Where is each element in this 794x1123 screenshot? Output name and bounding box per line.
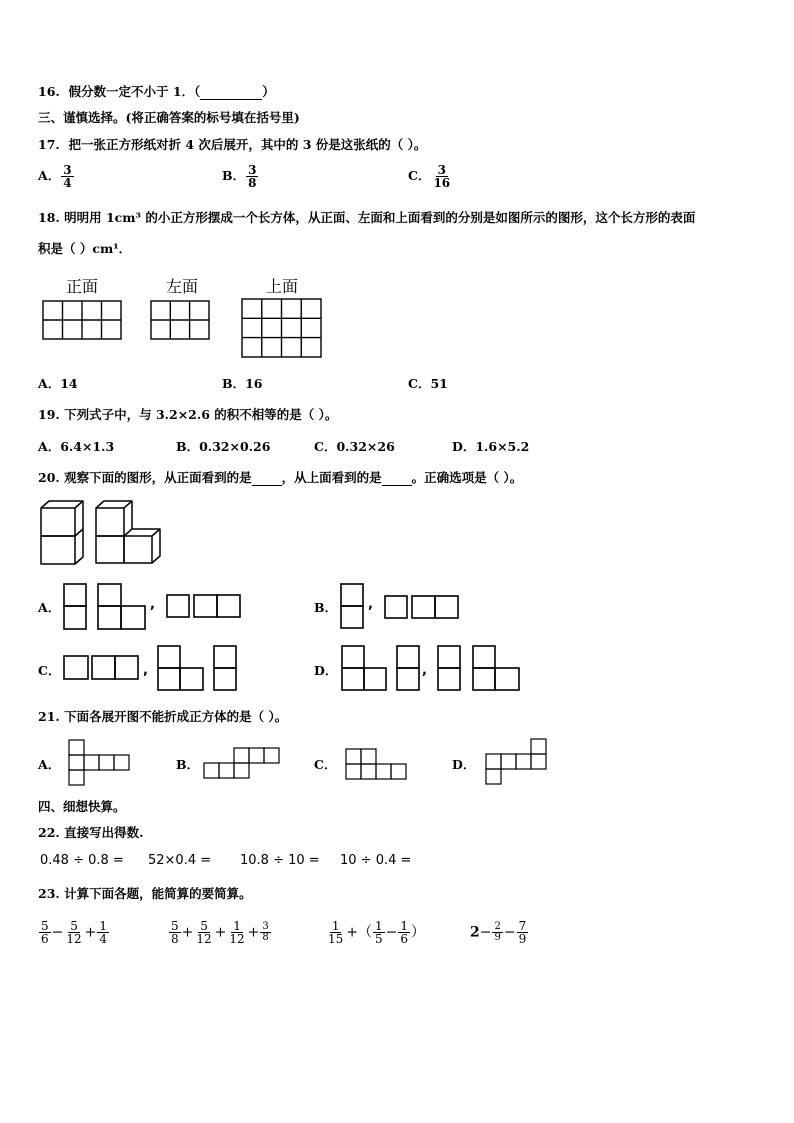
q22-item-1: 0.48 ÷ 0.8 = (40, 853, 124, 868)
q20-option-b: B． (314, 600, 338, 615)
section-3-title: 三、谨慎选择。(将正确答案的标号填在括号里) (38, 110, 300, 125)
q21-option-b: B． (176, 757, 200, 772)
q19-option-b: B．0.32×0.26 (176, 439, 271, 454)
comma: , (150, 597, 155, 612)
q23-expression-2: $\frac{5}{8}$ + $\frac{5}{12}$ + $\frac{1}{12}$ + $\frac{3}{8}$ (171, 919, 269, 946)
q19-option-a: A．6.4×1.3 (38, 439, 115, 454)
question-20: 20. 观察下面的图形，从正面看到的是 ，从上面看到的是 。正确选项是（ ）。 (38, 470, 523, 485)
question-21: 21. 下面各展开图不能折成正方体的是（ ）。 (38, 709, 288, 724)
q21-option-a: A． (38, 757, 61, 772)
view-label-left: 左面 (166, 277, 199, 296)
q18-option-b: B．16 (222, 376, 263, 391)
q17-option-a: A． $\frac{3}{4}$ (38, 163, 72, 190)
q18-option-a: A．14 (38, 376, 78, 391)
section-4-title: 四、细想快算。 (38, 799, 126, 814)
q22-item-3: 10.8 ÷ 10 = (240, 853, 320, 868)
question-19: 19. 下列式子中，与 3.2×2.6 的积不相等的是（ ）。 (38, 407, 338, 422)
q19-option-c: C．0.32×26 (314, 439, 395, 454)
q20-option-a: A． (38, 600, 61, 615)
q17-option-c: C． $\frac{3}{16}$ (408, 163, 451, 190)
q22-item-2: 52×0.4 = (148, 853, 212, 868)
q20-option-c: C． (38, 663, 61, 678)
question-23: 23. 计算下面各题，能简算的要简算。 (38, 886, 252, 901)
q23-expression-1: $\frac{5}{6}$ − $\frac{5}{12}$ + $\frac{1}{4}$ (41, 919, 108, 946)
q21-option-c: C． (314, 757, 337, 772)
q22-item-4: 10 ÷ 0.4 = (340, 853, 412, 868)
view-label-front: 正面 (66, 277, 99, 296)
fraction: $\frac{3}{4}$ (63, 163, 72, 190)
question-22: 22. 直接写出得数. (38, 825, 144, 840)
question-18-line2: 积是（ ）cm¹． (38, 241, 132, 256)
q17-option-b: B． $\frac{3}{8}$ (222, 163, 257, 190)
comma: , (422, 663, 427, 678)
fraction: $\frac{3}{16}$ (433, 163, 451, 190)
question-16: 16. 假分数一定不小于 1．（ ） (38, 84, 275, 99)
question-18-line1: 18. 明明用 1cm³ 的小正方形摆成一个长方体，从正面、左面和上面看到的分别是如图所示的图形，这个长方形的表面 (38, 210, 696, 225)
comma: , (368, 597, 373, 612)
fraction: $\frac{3}{8}$ (248, 163, 257, 190)
comma: , (143, 663, 148, 678)
question-17: 17. 把一张正方形纸对折 4 次后展开，其中的 3 份是这张纸的（ ）。 (38, 137, 427, 152)
q21-option-d: D． (452, 757, 476, 772)
q23-expression-4: 2− $\frac{2}{9}$ − $\frac{7}{9}$ (470, 919, 527, 946)
q18-option-c: C．51 (408, 376, 448, 391)
q20-option-d: D． (314, 663, 338, 678)
view-label-top: 上面 (266, 277, 299, 296)
q19-option-d: D．1.6×5.2 (452, 439, 530, 454)
q23-expression-3: $\frac{1}{15}$ +（ $\frac{1}{5}$ − $\frac{1}{6}$ ） (328, 919, 426, 946)
